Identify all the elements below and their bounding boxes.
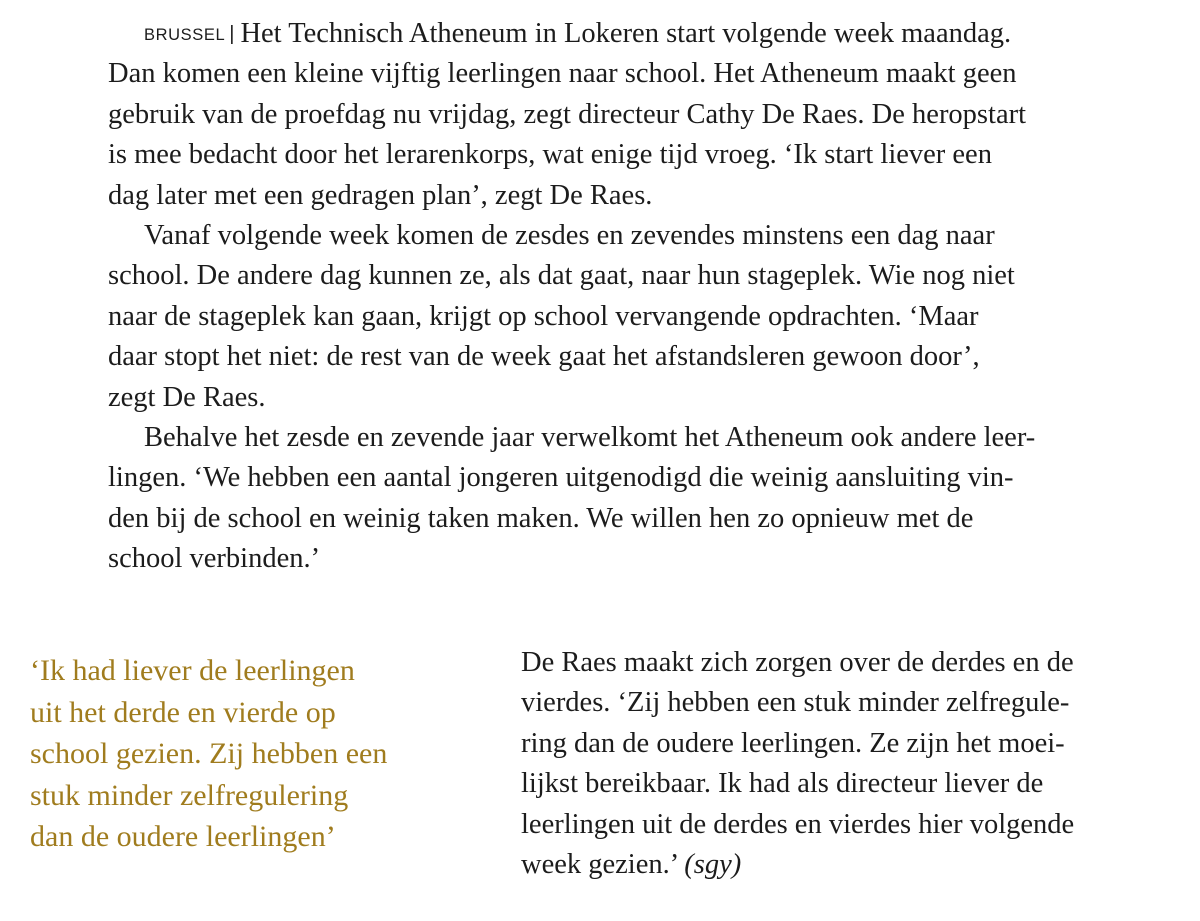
column-line: De Raes maakt zich zorgen over de derdes en de [521, 647, 1074, 678]
column-line: leerlingen uit de derdes en vierdes hier volgende [521, 808, 1075, 840]
article-column [521, 643, 1181, 885]
article-paragraph-1 [108, 14, 1168, 216]
article-line: gebruik van de proefdag nu vrijdag, zegt directeur Cathy De Raes. De heropstart [108, 98, 1026, 130]
column-line: ring dan de oudere leerlingen. Ze zijn het moei- [521, 727, 1065, 759]
article-line [108, 14, 1168, 54]
column-line [521, 845, 1181, 885]
article-line: naar de stageplek kan gaan, krijgt op school vervangende opdrachten. ‘Maar [108, 300, 979, 332]
pull-quote-line: stuk minder zelfregulering [30, 778, 349, 812]
pull-quote-line: uit het derde en vierde op [30, 695, 336, 729]
article-line: dag later met een gedragen plan’, zegt De Raes. [108, 179, 653, 211]
dateline: BRUSSEL [144, 26, 226, 44]
article-line: Vanaf volgende week komen de zesdes en zevendes minstens een dag naar [144, 219, 995, 251]
article-line: zegt De Raes. [108, 381, 266, 413]
article-line: Behalve het zesde en zevende jaar verwelkomt het Atheneum ook andere leer- [144, 421, 1036, 453]
dateline-separator: | [229, 23, 235, 45]
pull-quote [30, 650, 480, 858]
article-paragraph-3 [108, 418, 1168, 580]
article-line: school. De andere dag kunnen ze, als dat gaat, naar hun stageplek. Wie nog niet [108, 260, 1015, 292]
article-line: Dan komen een kleine vijftig leerlingen naar school. Het Atheneum maakt geen [108, 58, 1017, 90]
pull-quote-line: ‘Ik had liever de leerlingen [30, 654, 355, 687]
pull-quote-line: school gezien. Zij hebben een [30, 737, 388, 771]
article-line: daar stopt het niet: de rest van de week gaat het afstandsleren gewoon door’, [108, 341, 980, 373]
article-body [108, 14, 1168, 579]
author-signoff: (sgy) [684, 848, 742, 880]
article-line: lingen. ‘We hebben een aantal jongeren uitgenodigd die weinig aansluiting vin- [108, 462, 1014, 494]
article-paragraph-2 [108, 216, 1168, 418]
column-last-line-text: week gezien.’ [521, 848, 678, 880]
pull-quote-line: dan de oudere leerlingen’ [30, 820, 336, 854]
article-line: is mee bedacht door het lerarenkorps, wat enige tijd vroeg. ‘Ik start liever een [108, 139, 992, 171]
article-line: school verbinden.’ [108, 543, 321, 575]
column-line: lijkst bereikbaar. Ik had als directeur liever de [521, 768, 1044, 800]
article-line-text: Het Technisch Atheneum in Lokeren start volgende week maandag. [240, 18, 1012, 49]
column-line: vierdes. ‘Zij hebben een stuk minder zelfregule- [521, 687, 1070, 719]
article-line: den bij de school en weinig taken maken. We willen hen zo opnieuw met de [108, 502, 974, 534]
